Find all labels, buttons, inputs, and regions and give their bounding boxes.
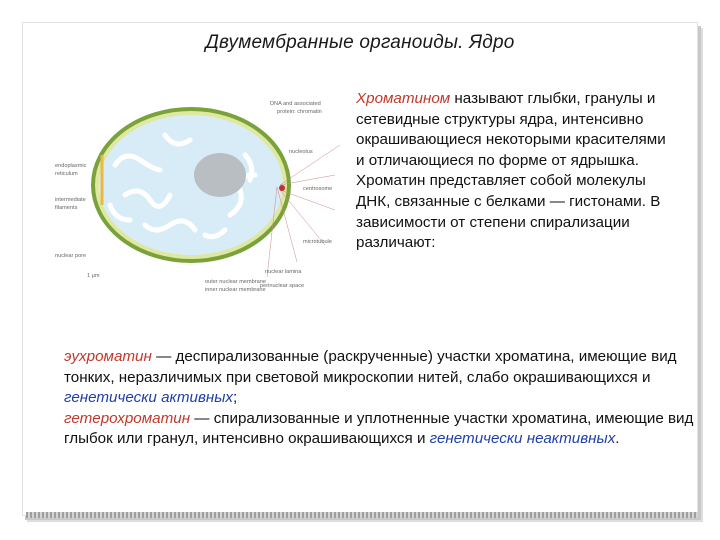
svg-text:nuclear lamina: nuclear lamina: [265, 269, 302, 275]
euchromatin-activity: генетически активных: [64, 389, 234, 407]
svg-text:protein: chromatin: protein: chromatin: [277, 109, 322, 115]
nucleus-diagram: [55, 95, 347, 310]
svg-text:nucleolus: nucleolus: [289, 149, 313, 155]
svg-text:1 μm: 1 μm: [87, 273, 100, 279]
svg-text:outer nuclear membrane: outer nuclear membrane: [205, 279, 266, 285]
chromatin-types: [64, 347, 694, 450]
euchromatin-end: ;: [233, 389, 238, 407]
svg-text:perinuclear space: perinuclear space: [260, 283, 305, 289]
svg-text:centrosome: centrosome: [303, 186, 333, 192]
term-chromatin: Хроматином: [356, 90, 451, 107]
heterochromatin-activity: генетически неактивных: [429, 430, 616, 448]
term-euchromatin: эухроматин: [64, 348, 152, 365]
slide-title: Двумембранные органоиды. Ядро: [205, 32, 515, 53]
heterochromatin-text: — спирализованные и уплотненные участки хроматина, имеющие вид глыбок или гранул, интенсивно окрашивающихся и: [64, 409, 694, 448]
chromatin-definition-text: называют глыбки, гранулы и сетевидные структуры ядра, интенсивно окрашивающиеся некоторыми красителями и отличающиеся по форме от ядрышка. Хроматин представляет собой молекулы ДНК, связанные с белками — гистонами. В зависимости от степени спирализации различают:: [356, 90, 666, 252]
slide-bottom-bar: [26, 512, 698, 518]
svg-text:inner nuclear membrane: inner nuclear membrane: [205, 287, 266, 293]
centrosome: [279, 185, 285, 191]
chromatin-definition: [356, 89, 668, 254]
svg-text:reticulum: reticulum: [55, 171, 78, 177]
svg-text:endoplasmic: endoplasmic: [55, 163, 87, 169]
svg-text:intermediate: intermediate: [55, 197, 86, 203]
euchromatin-text: — деспирализованные (раскрученные) участки хроматина, имеющие вид тонких, неразличимых при световой микроскопии нитей, слабо окрашивающихся и: [64, 348, 677, 386]
nucleolus: [194, 153, 246, 197]
nucleoplasm: [99, 115, 283, 255]
svg-text:filaments: filaments: [55, 205, 78, 211]
svg-text:DNA and associated: DNA and associated: [270, 101, 321, 107]
svg-text:nuclear pore: nuclear pore: [55, 253, 87, 259]
svg-text:microtubule: microtubule: [303, 239, 332, 245]
heterochromatin-end: .: [615, 430, 620, 448]
term-heterochromatin: гетерохроматин: [64, 409, 191, 427]
